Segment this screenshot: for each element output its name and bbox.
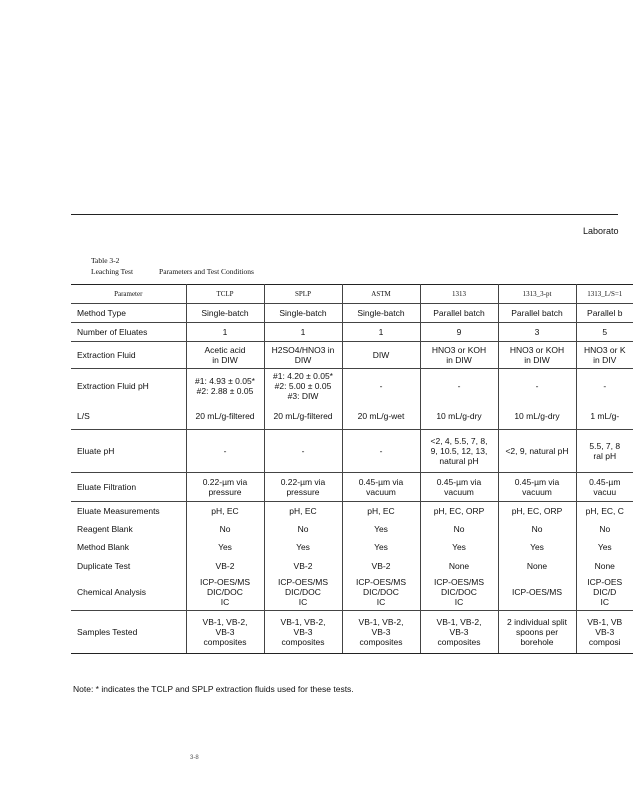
table-row (71, 557, 633, 574)
table-cell: ICP-OES/MS DIC/DOC IC (186, 574, 264, 611)
table-title (91, 267, 254, 276)
row-label: Method Blank (71, 537, 186, 557)
table-cell: None (498, 557, 576, 574)
table-cell: Single-batch (342, 304, 420, 323)
table-cell: 10 mL/g-dry (498, 403, 576, 430)
row-label: Eluate pH (71, 430, 186, 473)
table-cell: 5 (576, 323, 633, 342)
table-cell: <2, 4, 5.5, 7, 8, 9, 10.5, 12, 13, natural pH (420, 430, 498, 473)
table-cell: #1: 4.20 ± 0.05* #2: 5.00 ± 0.05 #3: DIW (264, 369, 342, 404)
table-cell: 0.45-µm via vacuum (420, 473, 498, 502)
table-cell: 2 individual split spoons per borehole (498, 611, 576, 654)
table-cell: No (498, 520, 576, 537)
table-cell: <2, 9, natural pH (498, 430, 576, 473)
table-cell: 20 mL/g-filtered (186, 403, 264, 430)
column-header: Parameter (71, 285, 186, 304)
table-cell: Yes (264, 537, 342, 557)
table-row (71, 520, 633, 537)
column-header: TCLP (186, 285, 264, 304)
table-cell: 0.22-µm via pressure (186, 473, 264, 502)
row-label: L/S (71, 403, 186, 430)
table-cell: HNO3 or KOH in DIW (498, 342, 576, 369)
table-cell: - (603, 381, 607, 391)
table-cell: ICP-OES DIC/D IC (576, 574, 633, 611)
table-cell: 10 mL/g-dry (420, 403, 498, 430)
table-cell: - (264, 430, 342, 473)
table-cell: HNO3 or K in DIV (576, 342, 633, 369)
table-cell: 1 (264, 323, 342, 342)
table-cell: Single-batch (186, 304, 264, 323)
table-cell: 0.22-µm via pressure (264, 473, 342, 502)
table-cell: pH, EC, ORP (420, 502, 498, 521)
table-cell: Yes (342, 537, 420, 557)
table-cell: pH, EC (264, 502, 342, 521)
table-row (71, 611, 633, 654)
table-row (71, 369, 633, 404)
row-label: Chemical Analysis (71, 574, 186, 611)
table-cell: Yes (420, 537, 498, 557)
table-cell: #1: 4.93 ± 0.05* #2: 2.88 ± 0.05 (186, 369, 264, 404)
table-cell: 5.5, 7, 8 ral pH (576, 430, 633, 473)
table-cell: Acetic acid in DIW (186, 342, 264, 369)
table-row (71, 342, 633, 369)
table-cell: No (420, 520, 498, 537)
table-cell: 1 mL/g- (576, 403, 633, 430)
table-cell: pH, EC, C (585, 506, 624, 516)
table-cell: 9 (420, 323, 498, 342)
table-cell: Parallel batch (498, 304, 576, 323)
table-row (71, 502, 633, 521)
table-cell: Single-batch (264, 304, 342, 323)
row-label: Reagent Blank (71, 520, 186, 537)
table-body (71, 304, 633, 654)
table-cell: HNO3 or KOH in DIW (420, 342, 498, 369)
table-cell: Yes (186, 537, 264, 557)
table-cell: pH, EC (186, 502, 264, 521)
table-cell: None (420, 557, 498, 574)
table-cell: VB-1, VB-2, VB-3 composites (264, 611, 342, 654)
table-cell: VB-2 (342, 557, 420, 574)
table-header-row (71, 285, 633, 304)
table-cell: No (264, 520, 342, 537)
table-cell: pH, EC (342, 502, 420, 521)
table-row (71, 537, 633, 557)
column-header: SPLP (264, 285, 342, 304)
row-label: Extraction Fluid pH (71, 369, 186, 404)
table-cell: - (498, 369, 576, 404)
table-cell: 20 mL/g-wet (342, 403, 420, 430)
table-cell: VB-1, VB-2, VB-3 composites (186, 611, 264, 654)
row-label: Eluate Measurements (71, 502, 186, 521)
running-header: Laborato (583, 226, 619, 236)
table-cell: 0.45-µm vacuu (576, 473, 633, 502)
table-cell: - (186, 430, 264, 473)
table-cell: 0.45-µm via vacuum (498, 473, 576, 502)
table-cell: ICP-OES/MS DIC/DOC IC (264, 574, 342, 611)
table-title-left: Leaching Test (91, 267, 134, 276)
table-cell: VB-1, VB VB-3 composi (576, 611, 633, 654)
row-label: Method Type (71, 304, 186, 323)
column-header: 1313 (420, 285, 498, 304)
table-row (71, 323, 633, 342)
table-row (71, 304, 633, 323)
table-cell: - (342, 430, 420, 473)
top-rule (71, 214, 618, 215)
table-cell: pH, EC, ORP (498, 502, 576, 521)
table-cell: No (599, 523, 611, 534)
table-cell: 1 (342, 323, 420, 342)
table-title-right: Parameters and Test Conditions (159, 267, 254, 276)
table-cell: VB-2 (264, 557, 342, 574)
table-cell: ICP-OES/MS (498, 574, 576, 611)
table-cell: 0.45-µm via vacuum (342, 473, 420, 502)
table-cell: None (594, 560, 615, 571)
column-header: 1313_3-pt (498, 285, 576, 304)
table-cell: 3 (498, 323, 576, 342)
table-cell: Yes (342, 520, 420, 537)
table-cell: Yes (597, 542, 612, 552)
table-cell: 1 (186, 323, 264, 342)
table-cell: VB-2 (186, 557, 264, 574)
table-cell: ICP-OES/MS DIC/DOC IC (420, 574, 498, 611)
table-cell: VB-1, VB-2, VB-3 composites (420, 611, 498, 654)
table-cell: ICP-OES/MS DIC/DOC IC (342, 574, 420, 611)
table-row (71, 574, 633, 611)
row-label: Number of Eluates (71, 323, 186, 342)
column-header: 1313_L/S=1 (576, 285, 633, 304)
row-label: Samples Tested (71, 611, 186, 654)
table-cell: H2SO4/HNO3 in DIW (264, 342, 342, 369)
column-header: ASTM (342, 285, 420, 304)
page-number: 3-8 (190, 755, 199, 761)
table-cell: Parallel b (576, 304, 633, 323)
table-viewport (71, 284, 626, 679)
table-row (71, 430, 633, 473)
table-cell: No (186, 520, 264, 537)
table-cell: VB-1, VB-2, VB-3 composites (342, 611, 420, 654)
table-row (71, 473, 633, 502)
row-label: Eluate Filtration (71, 473, 186, 502)
table-cell: Yes (498, 537, 576, 557)
table-cell: DIW (342, 342, 420, 369)
row-label: Extraction Fluid (71, 342, 186, 369)
table-number: Table 3-2 (91, 256, 120, 265)
row-label: Duplicate Test (71, 557, 186, 574)
table-cell: - (342, 369, 420, 404)
table-cell: 20 mL/g-filtered (264, 403, 342, 430)
table-cell: - (420, 369, 498, 404)
table-cell: Parallel batch (420, 304, 498, 323)
leaching-test-table (71, 284, 633, 654)
table-row (71, 403, 633, 430)
table-note: Note: * indicates the TCLP and SPLP extraction fluids used for these tests. (73, 684, 354, 694)
